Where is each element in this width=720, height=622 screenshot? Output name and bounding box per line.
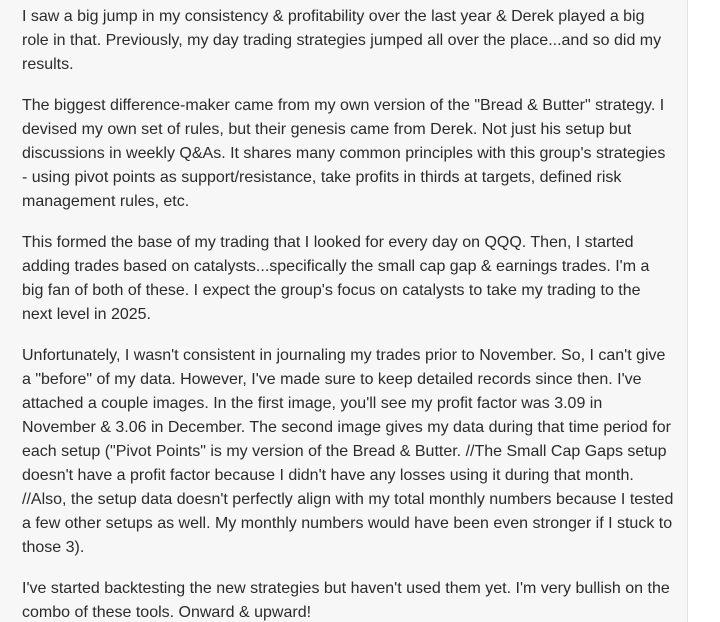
page-margin bbox=[689, 0, 720, 622]
post-paragraph-3: This formed the base of my trading that I looked for every day on QQQ. Then, I started adding trades based on catalysts...specifically the small cap gap & earnings trades. I'm a big fan of both of these. I expect the group's focus on catalysts to take my trading to the next level in 2025. bbox=[22, 234, 650, 323]
post-paragraph-4: Unfortunately, I wasn't consistent in journaling my trades prior to November. So, I can't give a "before" of my data. However, I've made sure to keep detailed records since then. I've attached a couple images. In the first image, you'll see my profit factor was 3.09 in November & 3.06 in December. The second image gives my data during that time period for each setup ("Pivot Points" is my version of the Bread & Butter. //The Small Cap Gaps setup doesn't have a profit factor because I didn't have any losses using it during that month. //Also, the setup data doesn't perfectly align with my total monthly numbers because I tested a few other setups as well. My monthly numbers would have been even stronger if I stuck to those 3). bbox=[22, 347, 674, 556]
post-paragraph-1: I saw a big jump in my consistency & profitability over the last year & Derek played a big role in that. Previously, my day trading strategies jumped all over the place...and so did my results. bbox=[22, 8, 662, 73]
post-paragraph-5: I've started backtesting the new strategies but haven't used them yet. I'm very bullish on the combo of these tools. Onward & upward! bbox=[22, 580, 670, 621]
post-paragraph-2: The biggest difference-maker came from my own version of the "Bread & Butter" strategy. I devised my own set of rules, but their genesis came from Derek. Not just his setup but discussions in weekly Q&As. It shares many common principles with this group's strategies - using pivot points as support/resistance, take profits in thirds at targets, defined risk management rules, etc. bbox=[22, 97, 666, 210]
